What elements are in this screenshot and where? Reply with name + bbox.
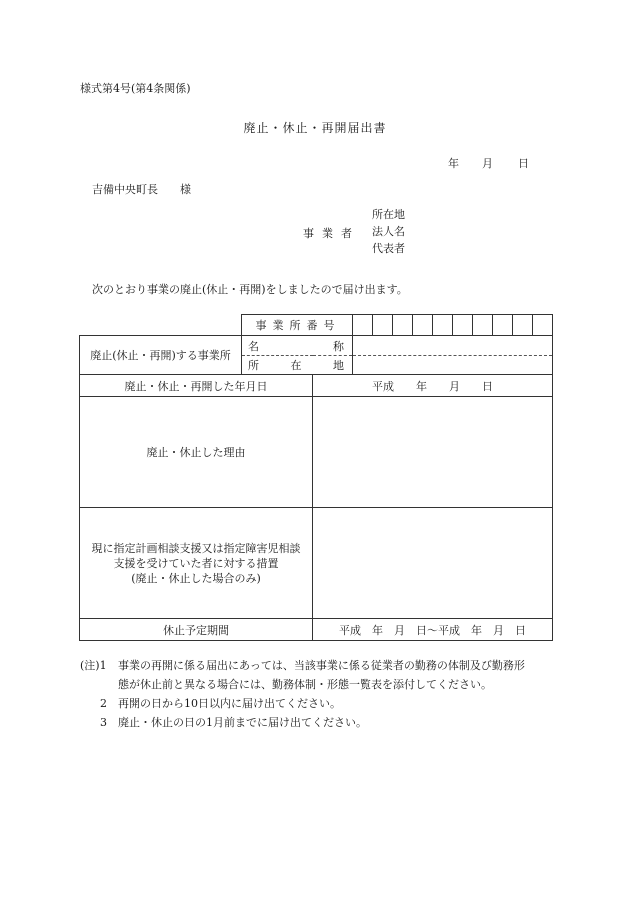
- reason-input[interactable]: [313, 397, 553, 508]
- note-text: 再開の日から10日以内に届け出てください。: [118, 697, 341, 710]
- office-no-label: 事業所番号: [255, 319, 341, 332]
- note-number: 2: [100, 697, 107, 710]
- name-label-b: 称: [333, 339, 344, 353]
- document-title: 廃止・休止・再開届出書: [243, 121, 387, 135]
- address-label-a: 所: [248, 359, 259, 372]
- office-no-input[interactable]: [353, 315, 553, 336]
- date-row-label: 廃止・休止・再開した年月日: [80, 375, 313, 397]
- notes: [80, 656, 525, 732]
- applicant-address-label: 所在地: [372, 208, 405, 221]
- month-label: 月: [482, 157, 493, 170]
- date-row-value[interactable]: 平成 年 月 日: [313, 375, 553, 397]
- intro-text: 次のとおり事業の廃止(休止・再開)をしましたので届け出ます。: [92, 283, 408, 296]
- office-no-label-cell: [242, 315, 353, 336]
- note-text: 事業の再開に係る届出にあっては、当該事業に係る従業者の勤務の体制及び勤務形: [118, 659, 525, 672]
- form-id: 様式第4号(第4条関係): [80, 82, 191, 95]
- office-no-digit-box[interactable]: [452, 315, 472, 335]
- measures-label: [80, 508, 313, 619]
- note-item: [80, 713, 525, 732]
- address-label-b: 在: [290, 359, 302, 372]
- year-label: 年: [448, 157, 459, 170]
- measures-input[interactable]: [313, 508, 553, 619]
- address-label-cell: [242, 356, 353, 375]
- measures-line-2: 支援を受けていた者に対する措置: [113, 556, 279, 570]
- office-no-digit-box[interactable]: [353, 315, 372, 335]
- note-item: [80, 694, 525, 713]
- measures-line-1: 現に指定計画相談支援又は指定障害児相談: [91, 541, 301, 555]
- office-no-digit-box[interactable]: [512, 315, 532, 335]
- address-label-c: 地: [333, 359, 344, 372]
- office-no-digit-box[interactable]: [532, 315, 552, 335]
- note-text: 廃止・休止の日の1月前までに届け出てください。: [118, 716, 367, 729]
- notification-table: [79, 314, 553, 641]
- day-label: 日: [518, 157, 529, 170]
- applicant-representative-label: 代表者: [372, 242, 405, 255]
- note-text-cont: 態が休止前と異なる場合には、勤務体制・形態一覧表を添付してください。: [118, 678, 492, 691]
- name-label-a: 名: [248, 339, 259, 353]
- name-label-cell: [242, 336, 353, 356]
- note-number: 3: [100, 716, 107, 729]
- applicant-corp-name-label: 法人名: [372, 225, 405, 238]
- office-address-input[interactable]: [353, 356, 553, 375]
- office-name-input[interactable]: [353, 336, 553, 356]
- office-no-digit-box[interactable]: [492, 315, 512, 335]
- applicant-fields: [372, 206, 405, 257]
- office-no-digit-box[interactable]: [372, 315, 392, 335]
- measures-line-3: (廃止・休止した場合のみ): [131, 571, 261, 585]
- office-label: 廃止(休止・再開)する事業所: [80, 336, 242, 375]
- note-item: [80, 656, 525, 675]
- office-no-digit-box[interactable]: [472, 315, 492, 335]
- period-value[interactable]: 平成 年 月 日〜平成 年 月 日: [313, 619, 553, 641]
- blank-corner: [80, 315, 242, 336]
- addressee: 吉備中央町長 様: [92, 183, 191, 196]
- applicant-label: 事業者: [303, 227, 360, 240]
- note-number: 1: [99, 659, 107, 672]
- office-no-digit-box[interactable]: [412, 315, 432, 335]
- period-label: 休止予定期間: [80, 619, 313, 641]
- office-no-digit-box[interactable]: [392, 315, 412, 335]
- notes-prefix: (注): [80, 659, 100, 672]
- reason-label: 廃止・休止した理由: [80, 397, 313, 508]
- office-no-digit-box[interactable]: [432, 315, 452, 335]
